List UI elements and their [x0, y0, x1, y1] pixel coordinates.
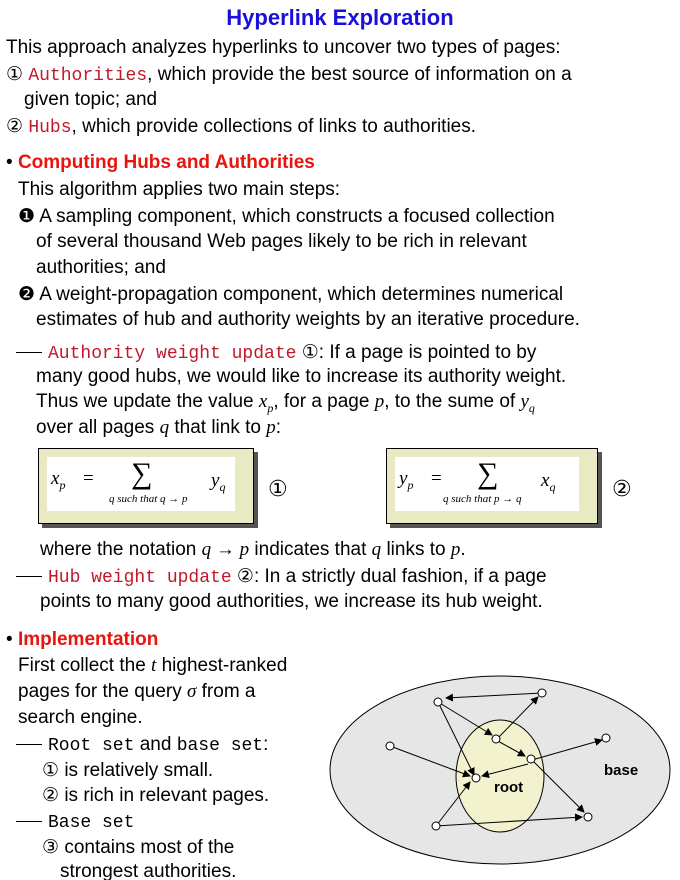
node [602, 734, 610, 742]
equation-2-number: ② [612, 477, 632, 502]
node [386, 742, 394, 750]
node [432, 822, 440, 830]
page-title: Hyperlink Exploration [226, 5, 454, 30]
authority-update-line2: many good hubs, we would like to increase its authority weight. [36, 366, 567, 387]
step-2-line2: estimates of hub and authority weights by an iterative procedure. [36, 309, 580, 330]
algorithm-intro: This algorithm applies two main steps: [18, 179, 341, 200]
step-2: ❷ A weight-propagation component, which determines numerical [18, 283, 564, 305]
section-heading-implementation: • Implementation [6, 629, 159, 650]
step-1-line3: authorities; and [36, 257, 166, 278]
authority-update: Authority weight update ①: If a page is pointed to by [16, 340, 536, 366]
intro-item-authorities-cont: given topic; and [24, 89, 158, 110]
hubs-term: Hubs [28, 118, 72, 138]
impl-line1: First collect the t highest-ranked [18, 655, 288, 676]
step-1-line2: of several thousand Web pages likely to be rich in relevant [36, 231, 527, 252]
root-prop-1: ① is relatively small. [42, 759, 214, 781]
root-base-diagram [328, 672, 678, 880]
intro-item-authorities: ① Authorities, which provide the best source of information on a [6, 63, 572, 86]
node [492, 735, 500, 743]
authority-update-line4: over all pages q that link to p: [36, 417, 282, 438]
root-base-line: Root set and base set: [16, 733, 268, 758]
dash [16, 352, 42, 353]
impl-line3: search engine. [18, 707, 143, 728]
equation-1-box [38, 448, 254, 524]
step-1: ❶ A sampling component, which constructs a focused collection [18, 205, 555, 227]
equation-2: $y_p$ = ∑ q such that p → q $x_q$ [395, 457, 579, 511]
intro-line: This approach analyzes hyperlinks to uncover two types of pages: [6, 37, 561, 58]
authority-update-term: Authority weight update [48, 344, 297, 364]
impl-line2: pages for the query σ from a [18, 681, 256, 702]
equation-2-box [386, 448, 598, 524]
section-heading-computing: • Computing Hubs and Authorities [6, 152, 315, 173]
authorities-term: Authorities [28, 66, 148, 86]
dash [16, 576, 42, 577]
root-prop-2: ② is rich in relevant pages. [42, 784, 270, 806]
node [538, 689, 546, 697]
intro-item-hubs: ② Hubs, which provide collections of links to authorities. [6, 115, 477, 138]
dash [16, 821, 42, 822]
hub-update: Hub weight update ②: In a strictly dual fashion, if a page [16, 564, 547, 590]
node [527, 755, 535, 763]
root-label: root [494, 779, 524, 796]
hub-update-term: Hub weight update [48, 568, 232, 588]
dash [16, 744, 42, 745]
hub-update-line2: points to many good authorities, we increase its hub weight. [40, 591, 543, 612]
node [434, 698, 442, 706]
base-prop-3-line2: strongest authorities. [60, 861, 237, 880]
authority-update-line3: Thus we update the value $x_p$, for a page p, to the sume of $y_q$ [36, 391, 535, 415]
notation-line: where the notation q → p indicates that q links to p. [40, 539, 466, 560]
equation-1: $x_p$ = ∑ q such that q → p $y_q$ [47, 457, 235, 511]
equation-1-number: ① [268, 477, 288, 502]
base-prop-3: ③ contains most of the [42, 836, 235, 858]
base-set-line: Base set [16, 810, 134, 835]
node [472, 774, 480, 782]
node [584, 813, 592, 821]
base-label: base [604, 762, 639, 779]
